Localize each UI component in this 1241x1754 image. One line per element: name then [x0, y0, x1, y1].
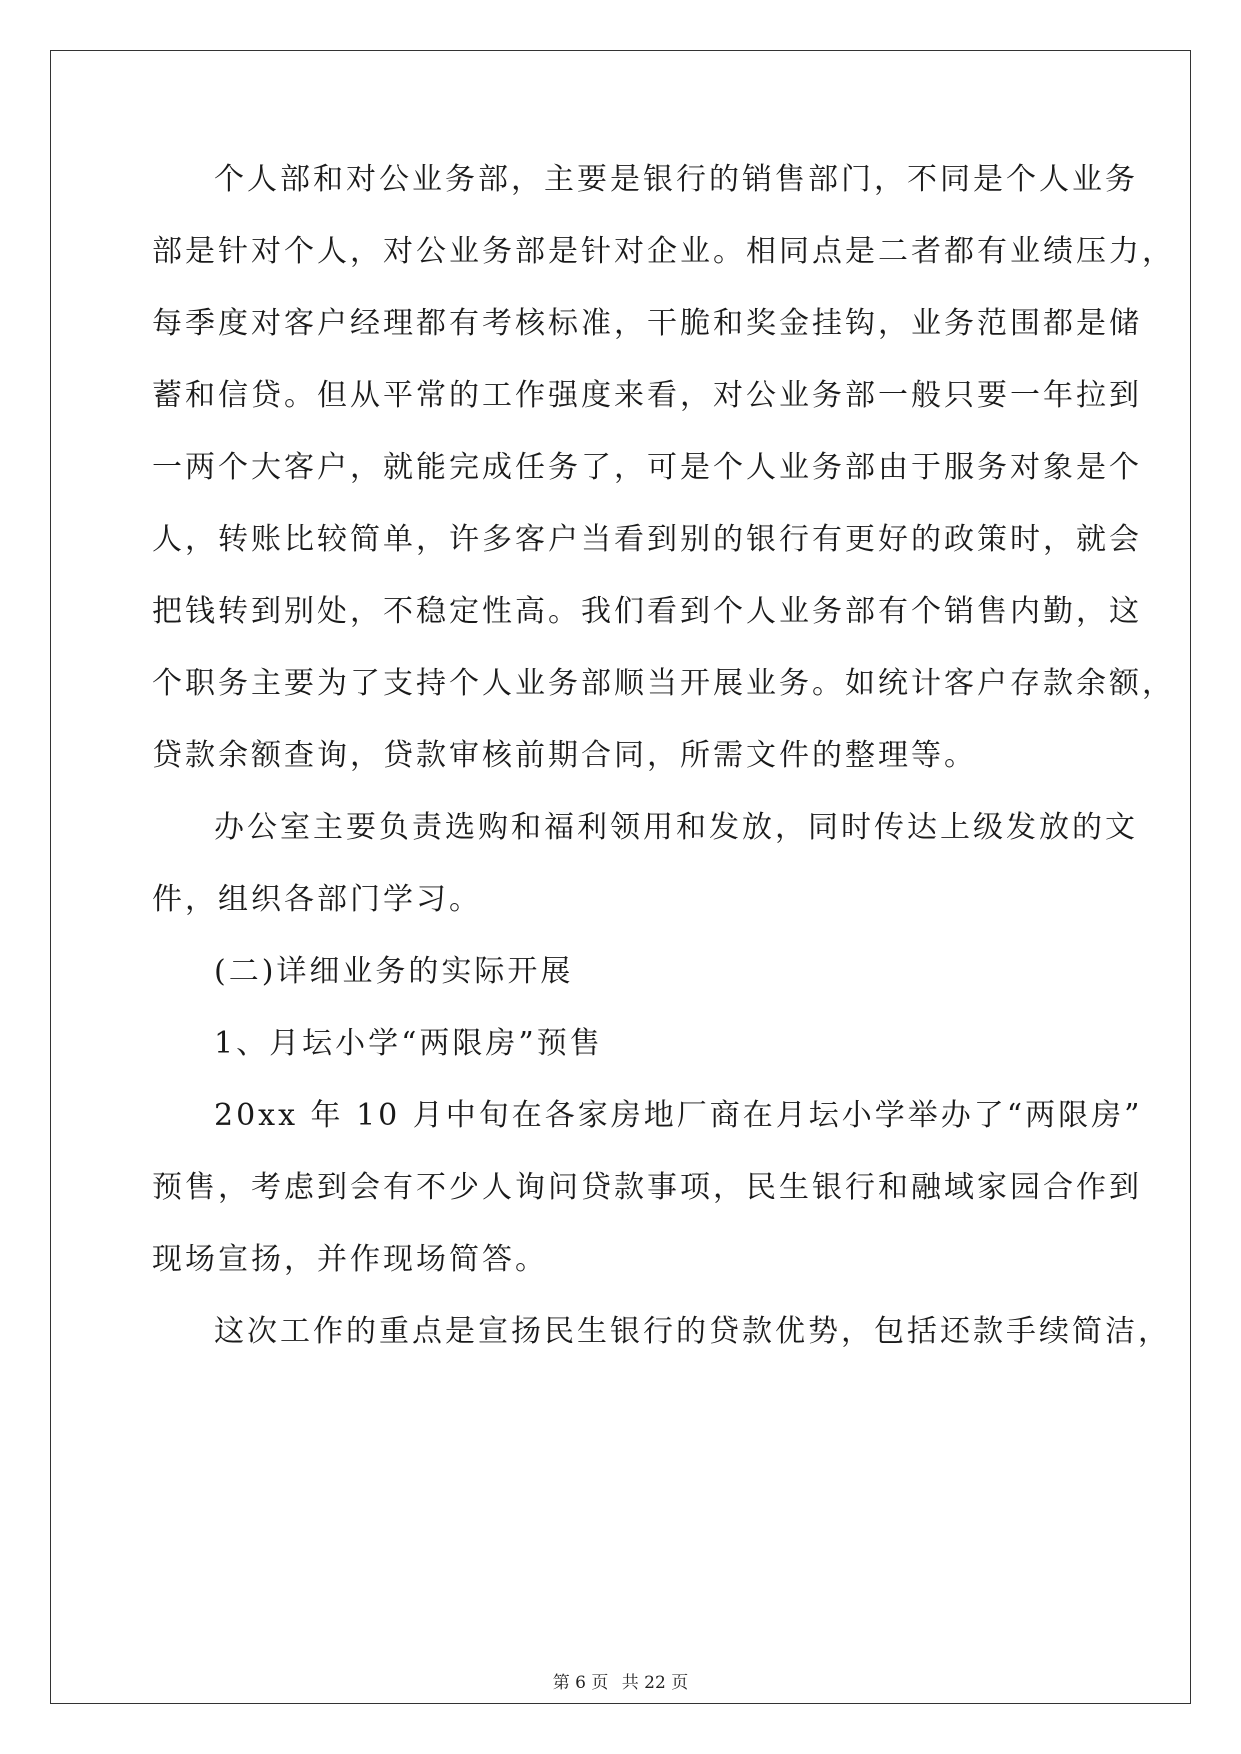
text-line: 个职务主要为了支持个人业务部顺当开展业务。如统计客户存款余额， — [152, 666, 1175, 701]
subsection-heading: 1、月坛小学“两限房”预售 — [214, 1026, 603, 1061]
section-heading: (二)详细业务的实际开展 — [214, 954, 574, 989]
text-line: 人，转账比较简单，许多客户当看到别的银行有更好的政策时，就会 — [152, 522, 1142, 557]
text-line: 贷款余额查询，贷款审核前期合同，所需文件的整理等。 — [152, 738, 977, 773]
page-footer — [0, 1668, 1241, 1693]
text-line: 现场宣扬，并作现场简答。 — [152, 1242, 548, 1277]
text-line: 20xx 年 10 月中旬在各家房地厂商在月坛小学举办了“两限房” — [214, 1098, 1143, 1133]
text-line: 部是针对个人，对公业务部是针对企业。相同点是二者都有业绩压力， — [152, 234, 1175, 269]
text-line: 这次工作的重点是宣扬民生银行的贷款优势，包括还款手续简洁， — [214, 1314, 1171, 1349]
page-total: 共 22 页 — [621, 1673, 689, 1693]
text-line: 预售，考虑到会有不少人询问贷款事项，民生银行和融域家园合作到 — [152, 1170, 1142, 1205]
text-line: 蓄和信贷。但从平常的工作强度来看，对公业务部一般只要一年拉到 — [152, 378, 1142, 413]
text-line: 件，组织各部门学习。 — [152, 882, 482, 917]
text-line: 办公室主要负责选购和福利领用和发放，同时传达上级发放的文 — [214, 810, 1138, 845]
page-number: 第 6 页 — [552, 1673, 609, 1693]
page-border — [50, 50, 1191, 1704]
text-line: 一两个大客户，就能完成任务了，可是个人业务部由于服务对象是个 — [152, 450, 1142, 485]
text-line: 个人部和对公业务部，主要是银行的销售部门，不同是个人业务 — [214, 162, 1138, 197]
text-line: 每季度对客户经理都有考核标准，干脆和奖金挂钩，业务范围都是储 — [152, 306, 1142, 341]
text-line: 把钱转到别处，不稳定性高。我们看到个人业务部有个销售内勤，这 — [152, 594, 1142, 629]
